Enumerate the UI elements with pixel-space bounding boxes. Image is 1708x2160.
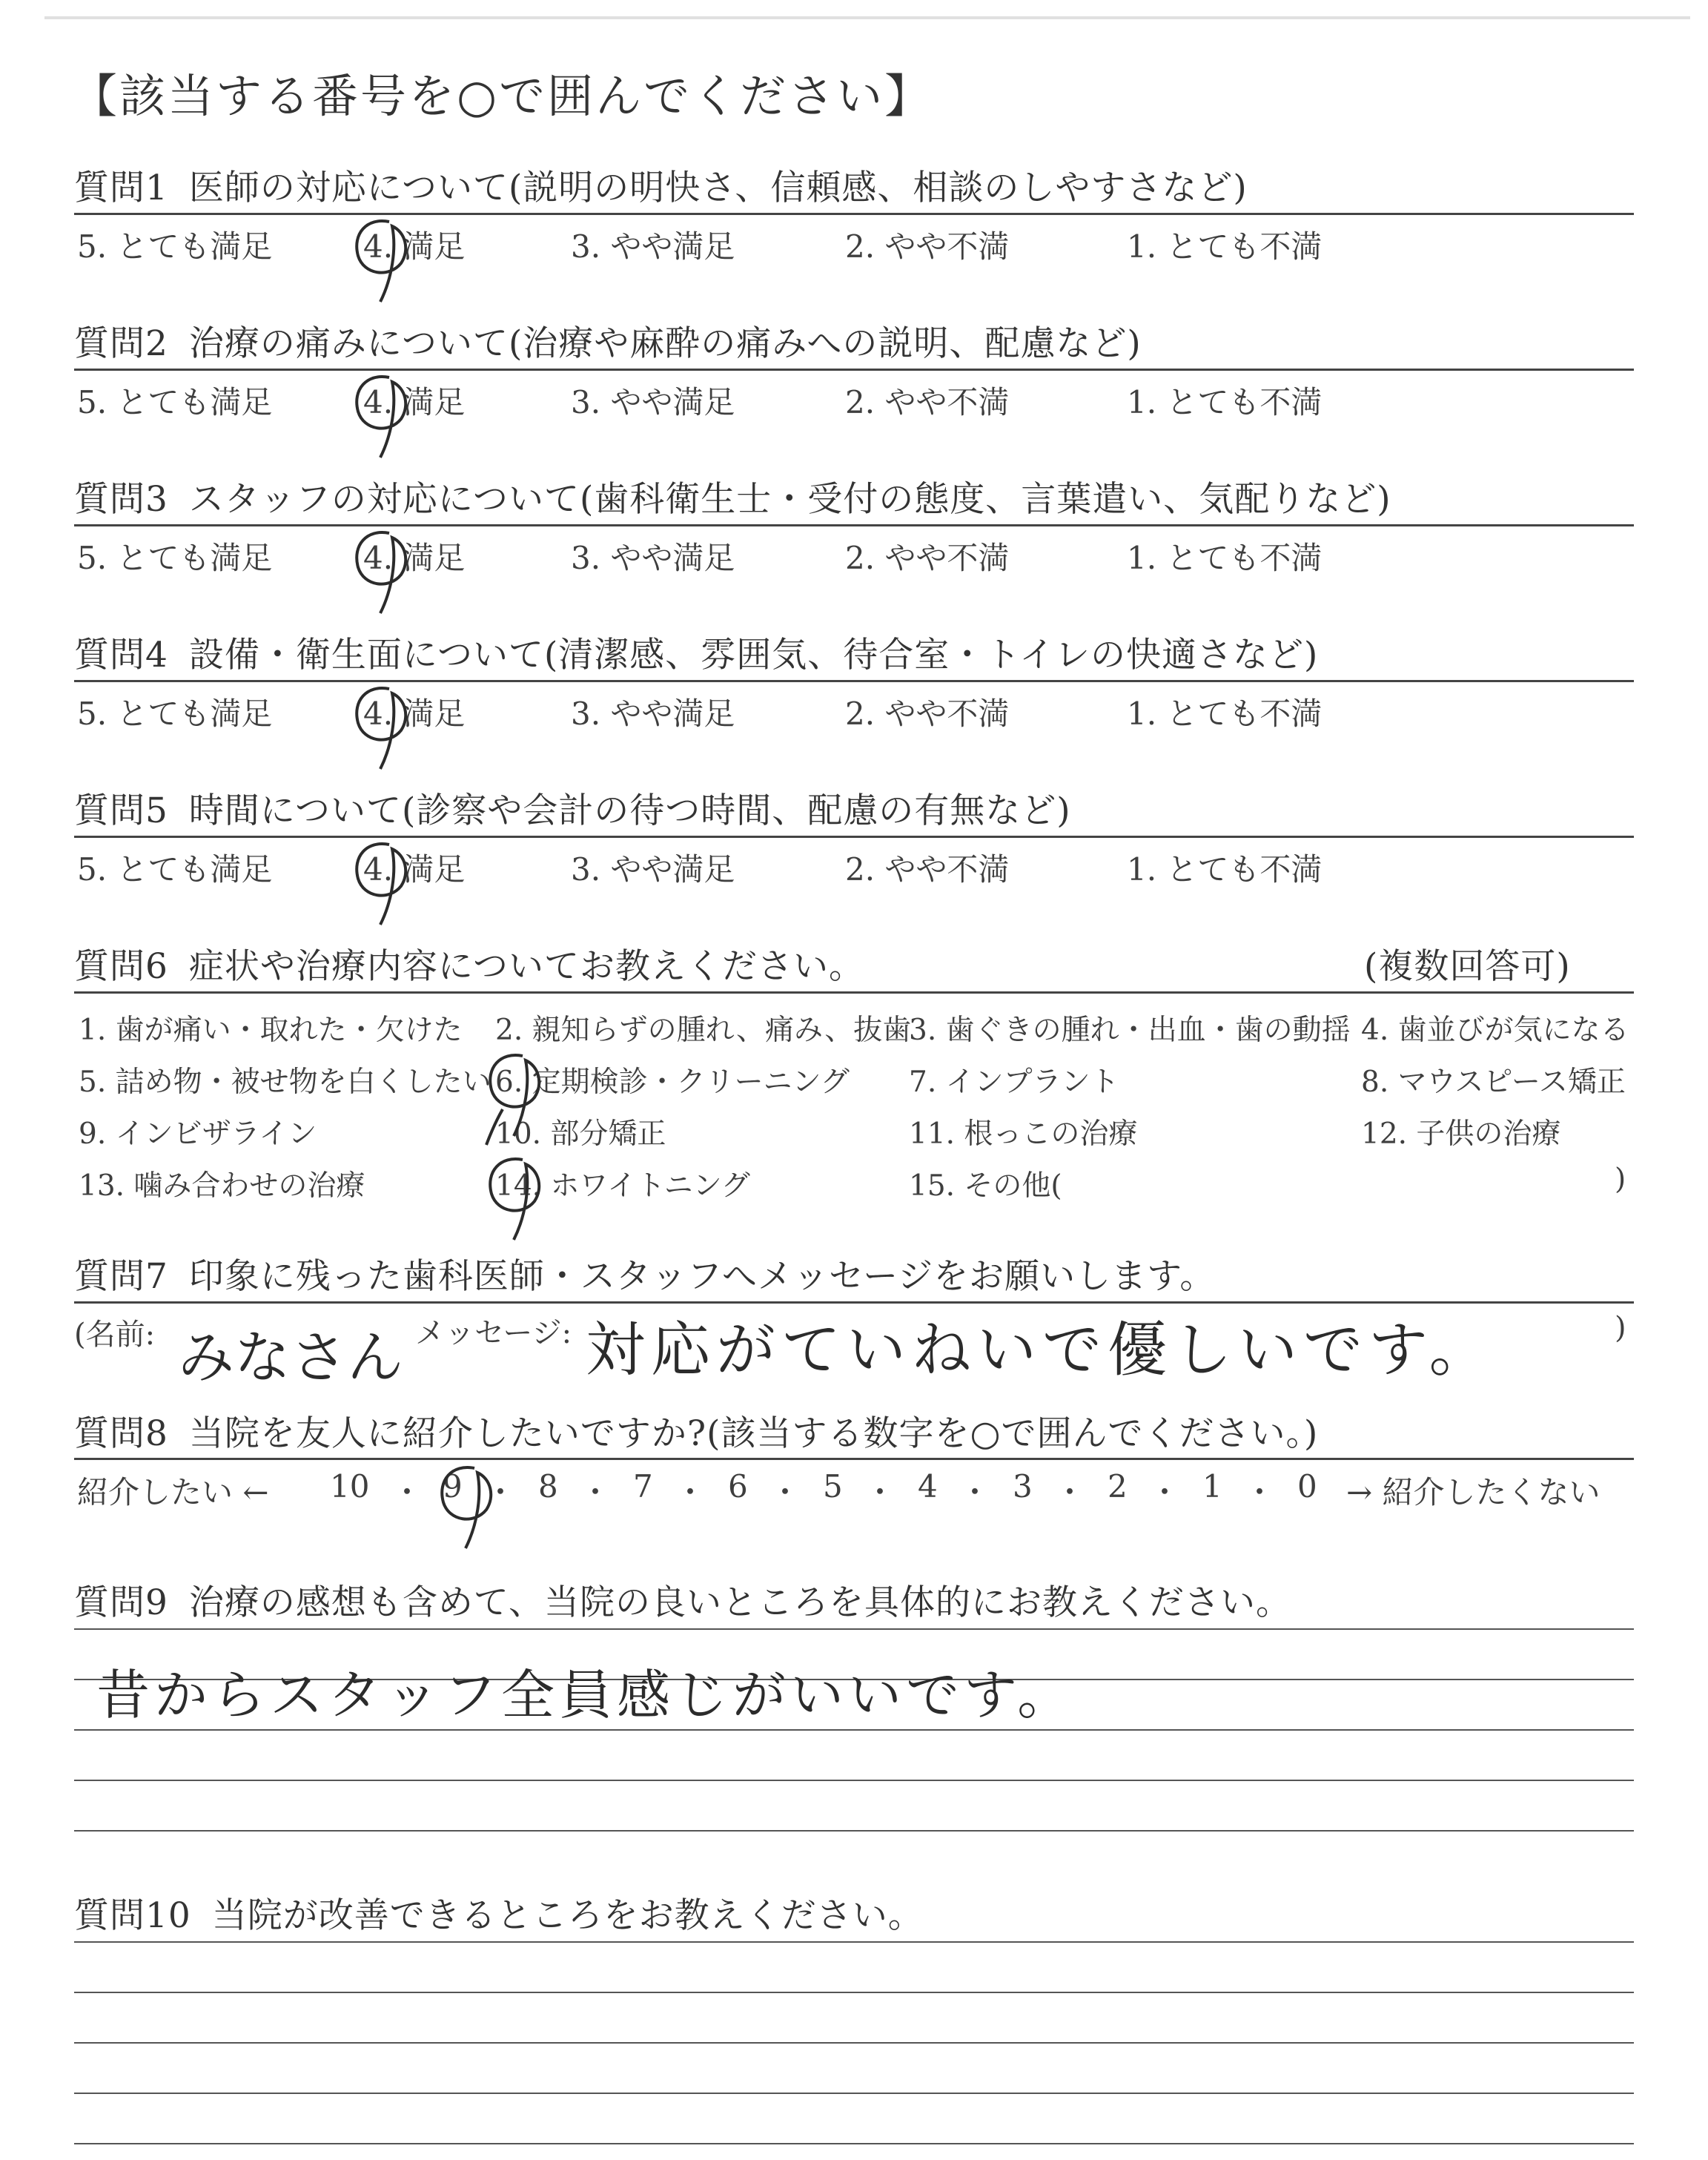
divider bbox=[74, 680, 1634, 682]
option-2[interactable]: 2. やや不満 bbox=[845, 851, 1010, 888]
option-3[interactable]: 3. やや満足 bbox=[571, 851, 735, 888]
answer-line bbox=[74, 1628, 1634, 1630]
q6-other-close: ) bbox=[1615, 1163, 1626, 1196]
question-number: 質問8 bbox=[74, 1413, 168, 1454]
scale-9[interactable]: 9 bbox=[443, 1468, 463, 1505]
scale-0[interactable]: 0 bbox=[1297, 1468, 1317, 1505]
top-border bbox=[44, 16, 1690, 19]
close-paren: ) bbox=[1615, 1311, 1626, 1345]
option-3[interactable]: 3. やや満足 bbox=[571, 384, 735, 420]
divider bbox=[74, 836, 1634, 838]
scale-left-label: 紹介したい ← bbox=[77, 1474, 269, 1510]
scale-6[interactable]: 6 bbox=[728, 1468, 748, 1505]
q6-option-6[interactable]: 6. 定期検診・クリーニング bbox=[495, 1066, 850, 1099]
scale-dot: ・ bbox=[769, 1474, 801, 1510]
page-title: 【該当する番号を○で囲んでください】 bbox=[71, 69, 933, 123]
scale-5[interactable]: 5 bbox=[823, 1468, 843, 1505]
multiple-answer-note: (複数回答可) bbox=[1364, 946, 1571, 987]
answer-line bbox=[74, 1780, 1634, 1781]
q6-option-10[interactable]: 10. 部分矯正 bbox=[495, 1117, 666, 1151]
scale-3[interactable]: 3 bbox=[1013, 1468, 1033, 1505]
answer-line bbox=[74, 1992, 1634, 1993]
question-number: 質問9 bbox=[74, 1582, 168, 1623]
q9-answer[interactable]: 昔からスタッフ全員感じがいいです。 bbox=[96, 1664, 1076, 1726]
scale-dot: ・ bbox=[1149, 1474, 1181, 1510]
scale-dot: ・ bbox=[580, 1474, 612, 1510]
option-2[interactable]: 2. やや不満 bbox=[845, 384, 1010, 420]
question-text: 医師の対応について(説明の明快さ、信頼感、相談のしやすさなど) bbox=[188, 168, 1248, 208]
scale-dot: ・ bbox=[1244, 1474, 1276, 1510]
option-5[interactable]: 5. とても満足 bbox=[77, 696, 273, 732]
message-label: メッセージ: bbox=[415, 1316, 572, 1350]
divider bbox=[74, 991, 1634, 994]
option-3[interactable]: 3. やや満足 bbox=[571, 540, 735, 576]
q6-option-11[interactable]: 11. 根っこの治療 bbox=[909, 1117, 1138, 1151]
q6-option-1[interactable]: 1. 歯が痛い・取れた・欠けた bbox=[79, 1014, 463, 1047]
question-text: 時間について(診察や会計の待つ時間、配慮の有無など) bbox=[188, 790, 1071, 831]
question-text: 治療の痛みについて(治療や麻酔の痛みへの説明、配慮など) bbox=[188, 323, 1142, 364]
option-2[interactable]: 2. やや不満 bbox=[845, 228, 1010, 265]
scale-dot: ・ bbox=[675, 1474, 706, 1510]
question-text: 当院が改善できるところをお教えください。 bbox=[211, 1895, 924, 1936]
option-3[interactable]: 3. やや満足 bbox=[571, 228, 735, 265]
scale-10[interactable]: 10 bbox=[330, 1468, 370, 1505]
q6-option-9[interactable]: 9. インビザライン bbox=[79, 1117, 317, 1151]
option-1[interactable]: 1. とても不満 bbox=[1127, 696, 1323, 732]
option-2[interactable]: 2. やや不満 bbox=[845, 696, 1010, 732]
scale-4[interactable]: 4 bbox=[918, 1468, 938, 1505]
q6-option-4[interactable]: 4. 歯並びが気になる bbox=[1361, 1014, 1629, 1047]
option-4[interactable]: 4. 満足 bbox=[363, 384, 466, 420]
question-number: 質問7 bbox=[74, 1256, 168, 1297]
q6-option-8[interactable]: 8. マウスピース矯正 bbox=[1361, 1066, 1626, 1099]
option-5[interactable]: 5. とても満足 bbox=[77, 851, 273, 888]
question-text: スタッフの対応について(歯科衛生士・受付の態度、言葉遣い、気配りなど) bbox=[188, 479, 1391, 520]
q6-option-3[interactable]: 3. 歯ぐきの腫れ・出血・歯の動揺 bbox=[909, 1014, 1351, 1047]
scale-dot: ・ bbox=[1054, 1474, 1086, 1510]
message-answer[interactable]: 対応がていねいで優しいです。 bbox=[586, 1315, 1494, 1384]
name-label: (名前: bbox=[74, 1318, 156, 1352]
divider bbox=[74, 1458, 1634, 1460]
question-text: 当院を友人に紹介したいですか?(該当する数字を○で囲んでください。) bbox=[188, 1413, 1319, 1454]
scale-dot: ・ bbox=[959, 1474, 991, 1510]
option-1[interactable]: 1. とても不満 bbox=[1127, 228, 1323, 265]
answer-line bbox=[74, 1729, 1634, 1731]
option-5[interactable]: 5. とても満足 bbox=[77, 540, 273, 576]
question-text: 治療の感想も含めて、当院の良いところを具体的にお教えください。 bbox=[188, 1582, 1291, 1623]
option-1[interactable]: 1. とても不満 bbox=[1127, 384, 1323, 420]
scale-1[interactable]: 1 bbox=[1202, 1468, 1222, 1505]
q6-option-13[interactable]: 13. 噛み合わせの治療 bbox=[79, 1169, 365, 1203]
scale-2[interactable]: 2 bbox=[1108, 1468, 1128, 1505]
scale-dot: ・ bbox=[485, 1474, 517, 1510]
divider bbox=[74, 213, 1634, 215]
question-text: 症状や治療内容についてお教えください。 bbox=[188, 946, 864, 987]
answer-line bbox=[74, 2093, 1634, 2094]
scale-8[interactable]: 8 bbox=[538, 1468, 558, 1505]
option-5[interactable]: 5. とても満足 bbox=[77, 384, 273, 420]
option-1[interactable]: 1. とても不満 bbox=[1127, 851, 1323, 888]
q6-option-7[interactable]: 7. インプラント bbox=[909, 1066, 1119, 1099]
q6-option-5[interactable]: 5. 詰め物・被せ物を白くしたい bbox=[79, 1066, 491, 1099]
question-number: 質問6 bbox=[74, 946, 168, 987]
answer-line bbox=[74, 1941, 1634, 1943]
scale-dot: ・ bbox=[391, 1474, 423, 1510]
question-number: 質問5 bbox=[74, 790, 168, 831]
scale-7[interactable]: 7 bbox=[633, 1468, 653, 1505]
q6-option-14[interactable]: 14. ホワイトニング bbox=[495, 1169, 750, 1203]
answer-line bbox=[74, 2042, 1634, 2044]
question-number: 質問1 bbox=[74, 168, 168, 208]
option-2[interactable]: 2. やや不満 bbox=[845, 540, 1010, 576]
option-5[interactable]: 5. とても満足 bbox=[77, 228, 273, 265]
option-4[interactable]: 4. 満足 bbox=[363, 696, 466, 732]
scale-dot: ・ bbox=[864, 1474, 896, 1510]
q6-option-2[interactable]: 2. 親知らずの腫れ、痛み、抜歯 bbox=[495, 1014, 912, 1047]
question-number: 質問2 bbox=[74, 323, 168, 364]
option-4[interactable]: 4. 満足 bbox=[363, 540, 466, 576]
option-1[interactable]: 1. とても不満 bbox=[1127, 540, 1323, 576]
question-number: 質問10 bbox=[74, 1895, 191, 1936]
divider bbox=[74, 524, 1634, 526]
q6-option-12[interactable]: 12. 子供の治療 bbox=[1361, 1117, 1561, 1151]
answer-line bbox=[74, 1830, 1634, 1832]
option-3[interactable]: 3. やや満足 bbox=[571, 696, 735, 732]
question-text: 印象に残った歯科医師・スタッフへメッセージをお願いします。 bbox=[188, 1256, 1216, 1297]
scale-right-label: → 紹介したくない bbox=[1346, 1474, 1601, 1510]
answer-line bbox=[74, 2143, 1634, 2144]
name-answer[interactable]: みなさん bbox=[178, 1324, 403, 1390]
divider bbox=[74, 369, 1634, 371]
option-4[interactable]: 4. 満足 bbox=[363, 228, 466, 265]
question-text: 設備・衛生面について(清潔感、雰囲気、待合室・トイレの快適さなど) bbox=[188, 635, 1319, 676]
question-number: 質問3 bbox=[74, 479, 168, 520]
option-4[interactable]: 4. 満足 bbox=[363, 851, 466, 888]
q6-option-15[interactable]: 15. その他( bbox=[909, 1169, 1062, 1203]
question-number: 質問4 bbox=[74, 635, 168, 676]
